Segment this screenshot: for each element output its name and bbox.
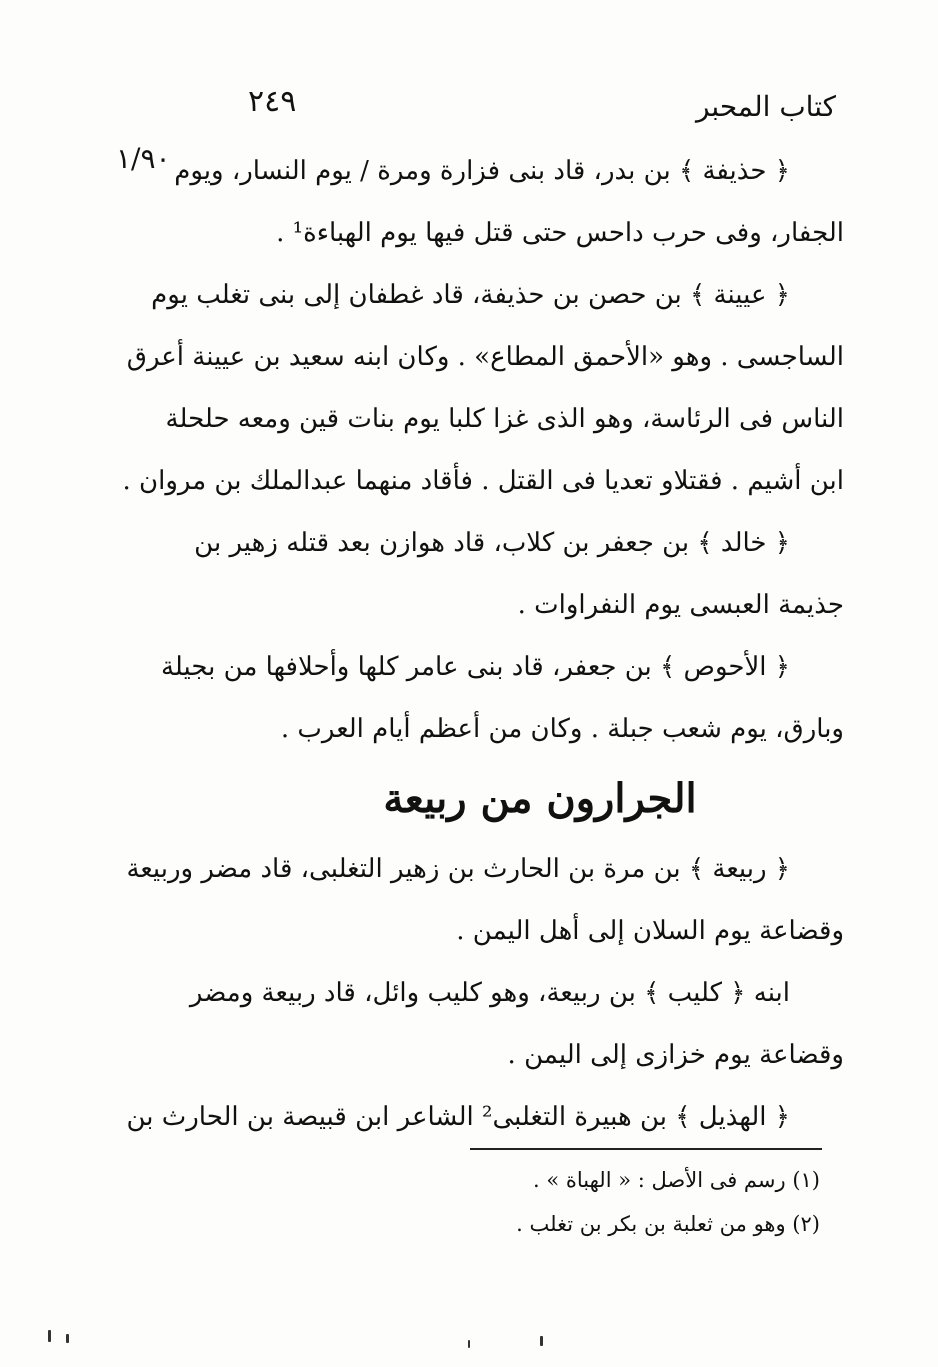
footnote: (٢) وهو من ثعلبة بن بكر بن تغلب . (516, 1212, 820, 1236)
page-header (200, 84, 840, 134)
text-line: الجفار، وفى حرب داحس حتى قتل فيها يوم الهباءة¹ . (276, 218, 844, 248)
text-line: ﴿ حذيفة ﴾ بن بدر، قاد بنى فزارة ومرة / يوم النسار، ويوم (174, 156, 790, 186)
footnote-divider (470, 1148, 822, 1150)
text-line: وقضاعة يوم السلان إلى أهل اليمن . (456, 916, 844, 946)
text-line: الناس فى الرئاسة، وهو الذى غزا كلبا يوم بنات قين ومعه حلحلة (165, 404, 844, 434)
text-line: ﴿ خالد ﴾ بن جعفر بن كلاب، قاد هوازن بعد قتله زهير بن (194, 528, 790, 558)
scan-speck (540, 1336, 543, 1346)
text-line: ﴿ ربيعة ﴾ بن مرة بن الحارث بن زهير التغلبى، قاد مضر وربيعة (126, 854, 790, 884)
text-line: ابن أشيم . فقتلاو تعديا فى القتل . فأقاد منهما عبدالملك بن مروان . (122, 466, 844, 496)
text-line: ابنه ﴿ كليب ﴾ بن ربيعة، وهو كليب وائل، قاد ربيعة ومضر (189, 978, 790, 1008)
text-line: وبارق، يوم شعب جبلة . وكان من أعظم أيام العرب . (280, 714, 844, 744)
book-title: كتاب المحبر (695, 90, 836, 123)
scan-speck (66, 1334, 69, 1343)
section-heading: الجرارون من ربيعة (383, 775, 697, 822)
scan-speck (468, 1340, 470, 1348)
footnote: (١) رسم فى الأصل : « الهباة » . (533, 1168, 820, 1192)
text-line: ﴿ الأحوص ﴾ بن جعفر، قاد بنى عامر كلها وأحلافها من بجيلة (160, 652, 790, 682)
text-line: الساجسى . وهو «الأحمق المطاع» . وكان ابنه سعيد بن عيينة أعرق (126, 342, 844, 372)
text-line: وقضاعة يوم خزازى إلى اليمن . (507, 1040, 844, 1070)
margin-folio-note: ١/٩٠ (116, 142, 171, 175)
page-number: ٢٤٩ (248, 84, 297, 119)
scan-speck (48, 1330, 51, 1342)
text-line: جذيمة العبسى يوم النفراوات . (517, 590, 844, 620)
footnotes (400, 1158, 820, 1246)
text-line: ﴿ الهذيل ﴾ بن هبيرة التغلبى² الشاعر ابن قبيصة بن الحارث بن (126, 1102, 790, 1132)
text-line: ﴿ عيينة ﴾ بن حصن بن حذيفة، قاد غطفان إلى بنى تغلب يوم (151, 280, 790, 310)
